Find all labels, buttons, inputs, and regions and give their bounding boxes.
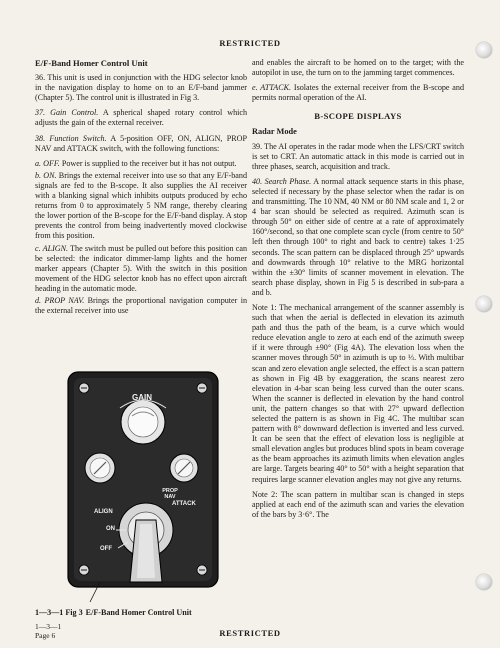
- section-heading-homer: E/F-Band Homer Control Unit: [35, 58, 148, 68]
- paragraph-37: [35, 108, 247, 128]
- item-b-lead: b. ON.: [35, 170, 57, 180]
- item-a-body: Power is supplied to the receiver but it has not output.: [59, 158, 237, 168]
- align-label: ALIGN: [94, 509, 113, 515]
- item-e-body: Isolates the external receiver from the B-scope and permits normal operation of the AI.: [252, 83, 464, 103]
- item-c-lead: c. ALIGN.: [35, 243, 69, 253]
- binder-hole: [476, 574, 492, 590]
- item-b: [35, 171, 247, 242]
- item-c: [35, 244, 247, 294]
- item-c-body: The switch must be pulled out before this position can be selected: the indicator dimmer-lamp lights and the homer marker appears (Chapter 5). With the switch in this position movement of the HDG selector knob has no effect upon aircraft heading in the automatic mode.: [35, 243, 248, 293]
- page-footer-classification: RESTRICTED: [219, 628, 281, 638]
- gain-label: GAIN: [132, 393, 152, 402]
- item-a-lead: a. OFF.: [35, 158, 60, 168]
- binder-hole: [476, 296, 492, 312]
- item-a: [35, 159, 247, 169]
- paragraph-37-body: A spherical shaped rotary control which adjusts the gain of the external receiver.: [35, 108, 248, 128]
- note-1: Note 1: The mechanical arrangement of the scanner assembly is such that when the aerial is deflected in elevation its azimuth path and thus the path of the beam, is a curve which would reduce elevation angle to zero at each end of the azimuth sweep if it were through ±90° (Fig 4A). The elevation loss when the scanner moves through 50° in azimuth is up to ⅓. With multibar scan and zero elevation angle selected, the effect is a scan pattern as shown in Fig 4B by exaggeration, the scans nearest zero elevation in 4-bar scan being less curved than the outer scans. When the scanner is deflected in elevation by the hand control unit, the pattern changes so that with 27° upward deflection selected the pattern is as shown in Fig 4C. The multibar scan pattern with 8° downward deflection is inverted and less curved. It can be seen that the effect of elevation loss is negligible at small elevation angles but produces blind spots in beam coverage as the beam approaches its azimuth limits when elevation angles are large. Targets bearing 40° to 50° with a height separation that requires large scanner elevation angles may not give any returns.: [252, 302, 464, 484]
- item-d: [35, 296, 247, 316]
- item-d-body: Brings the proportional navigation computer in the external receiver into use: [35, 295, 247, 316]
- item-d-lead: d. PROP NAV.: [35, 295, 85, 305]
- item-e-lead: e. ATTACK.: [252, 83, 292, 93]
- note-2: Note 2: The scan pattern in multibar scan is changed in steps applied at each end of the azimuth scan and varies the elevation of the bars by 3·6°. The: [252, 489, 464, 519]
- footer-page-number: Page 6: [35, 631, 56, 640]
- on-label: ON: [106, 526, 115, 532]
- paragraph-36: 36. This unit is used in conjunction with the HDG selector knob in the navigation display to home on to an E/F-band jammer (Chapter 5). The control unit is illustrated in Fig 3.: [35, 73, 247, 103]
- page-header-classification: RESTRICTED: [219, 38, 281, 48]
- paragraph-40-lead: 40. Search Phase.: [252, 176, 312, 186]
- subheading-radar-mode: Radar Mode: [252, 127, 297, 137]
- figure-caption-ref: 1—3—1 Fig 3: [35, 608, 83, 617]
- paragraph-38: [35, 134, 247, 154]
- paragraph-40: [252, 177, 464, 298]
- item-d-continued: and enables the aircraft to be homed on to the target; with the autopilot in use, the turn on to the jamming target commences.: [252, 58, 464, 78]
- prop-nav-label: PROP NAV: [162, 488, 178, 500]
- left-column: [35, 58, 247, 321]
- item-b-body: Brings the external receiver into use so that any E/F-band signals are fed to the B-scope. It also supplies the AI receiver with a blanking signal which inhibits outputs produced by echo returns from 0 to approximately 5 NM range, thereby clearing the lower portion of the B-scope for the E/F-band display. A stop prevents the control from being inadvertently moved clockwise from this position.: [35, 170, 247, 241]
- attack-label: ATTACK: [172, 501, 196, 507]
- section-title-b-scope: B-SCOPE DISPLAYS: [314, 111, 402, 122]
- paragraph-38-lead: 38. Function Switch.: [35, 133, 107, 143]
- paragraph-38-body: A 5-position OFF, ON, ALIGN, PROP NAV and ATTACK switch, with the following functions:: [35, 133, 247, 153]
- off-label: OFF: [100, 546, 112, 552]
- paragraph-39: 39. The AI operates in the radar mode when the LFS/CRT switch is set to CRT. An automatic attack in this mode is carried out in three phases, search, acquisition and track.: [252, 141, 464, 171]
- right-column: [252, 58, 464, 525]
- homer-control-unit-figure: [60, 370, 240, 605]
- paragraph-40-body: A normal attack sequence starts in this phase, selected if necessary by the phase selector when the radar is on and transmitting. The 10 NM, 40 NM or 80 NM scale and 1, 2 or 4 bar scan should be selected as required. Azimuth scan is through 50° on either side of centre at a rate of approximately 160°/second, so that one complete scan cycle (from centre to 50° left then through 100° to right and back to centre) takes 1·25 seconds. The scan pattern can be displaced through 25° upwards and downwards through 10° relative to the MRG horizontal within the ±30° limits of scanner movement in elevation. The search phase display, shown in Fig 5 is described in sub-para a and b.: [252, 176, 464, 297]
- figure-caption-title: E/F-Band Homer Control Unit: [85, 608, 192, 617]
- footer-ref-number: 1—3—1: [35, 622, 62, 631]
- control-unit-illustration: [60, 370, 240, 605]
- figure-caption: [35, 608, 247, 617]
- paragraph-37-lead: 37. Gain Control.: [35, 108, 99, 118]
- item-e: [252, 83, 464, 103]
